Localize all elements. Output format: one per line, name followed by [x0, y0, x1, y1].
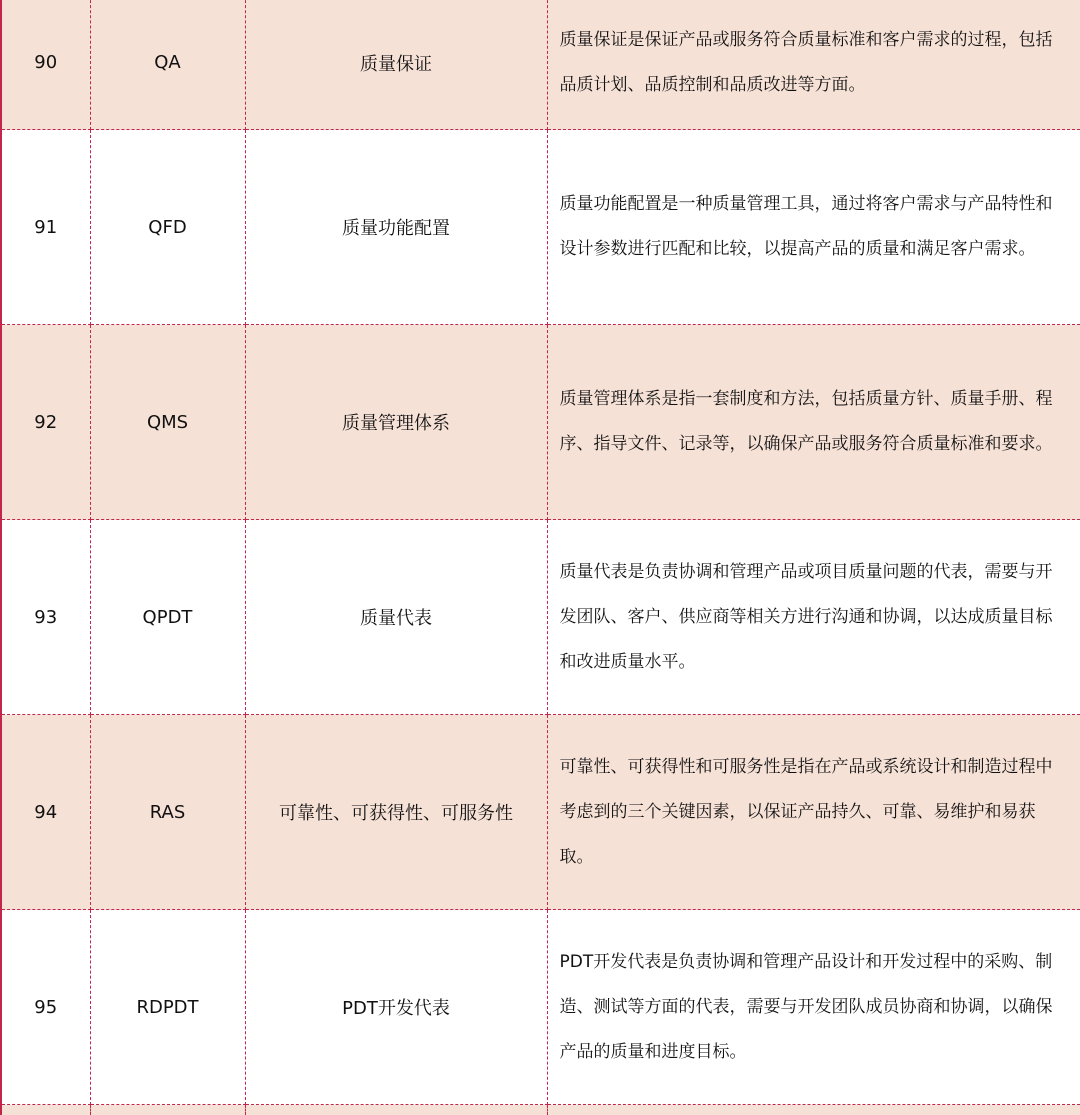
row-abbreviation: QFD [90, 130, 245, 325]
row-description: 质量管理体系是指一套制度和方法，包括质量方针、质量手册、程序、指导文件、记录等，以确保产品或服务符合质量标准和要求。 [547, 325, 1080, 520]
row-term [245, 1105, 547, 1115]
row-abbreviation: QPDT [90, 520, 245, 715]
table-row [1, 0, 1080, 130]
row-number: 94 [1, 715, 90, 910]
row-abbreviation: QMS [90, 325, 245, 520]
row-description: PDT开发代表是负责协调和管理产品设计和开发过程中的采购、制造、测试等方面的代表，需要与开发团队成员协商和协调，以确保产品的质量和进度目标。 [547, 910, 1080, 1105]
table-row-partial [1, 1105, 1080, 1115]
row-number: 92 [1, 325, 90, 520]
row-description [547, 1105, 1080, 1115]
row-abbreviation: QA [90, 0, 245, 130]
row-term: 质量保证 [245, 0, 547, 130]
row-term: 质量管理体系 [245, 325, 547, 520]
table-row [1, 520, 1080, 715]
row-number: 90 [1, 0, 90, 130]
table-row [1, 715, 1080, 910]
row-abbreviation: RDPDT [90, 910, 245, 1105]
row-term: 质量功能配置 [245, 130, 547, 325]
row-term: 可靠性、可获得性、可服务性 [245, 715, 547, 910]
row-abbreviation: RAS [90, 715, 245, 910]
row-term: PDT开发代表 [245, 910, 547, 1105]
table-row [1, 325, 1080, 520]
row-description: 质量保证是保证产品或服务符合质量标准和客户需求的过程，包括品质计划、品质控制和品质改进等方面。 [547, 0, 1080, 130]
row-term: 质量代表 [245, 520, 547, 715]
row-description: 质量代表是负责协调和管理产品或项目质量问题的代表，需要与开发团队、客户、供应商等相关方进行沟通和协调，以达成质量目标和改进质量水平。 [547, 520, 1080, 715]
row-number: 91 [1, 130, 90, 325]
row-number: 95 [1, 910, 90, 1105]
table-row [1, 130, 1080, 325]
row-number: 93 [1, 520, 90, 715]
row-description: 可靠性、可获得性和可服务性是指在产品或系统设计和制造过程中考虑到的三个关键因素，以保证产品持久、可靠、易维护和易获取。 [547, 715, 1080, 910]
row-number [1, 1105, 90, 1115]
table-row [1, 910, 1080, 1105]
row-description: 质量功能配置是一种质量管理工具，通过将客户需求与产品特性和设计参数进行匹配和比较，以提高产品的质量和满足客户需求。 [547, 130, 1080, 325]
row-abbreviation [90, 1105, 245, 1115]
